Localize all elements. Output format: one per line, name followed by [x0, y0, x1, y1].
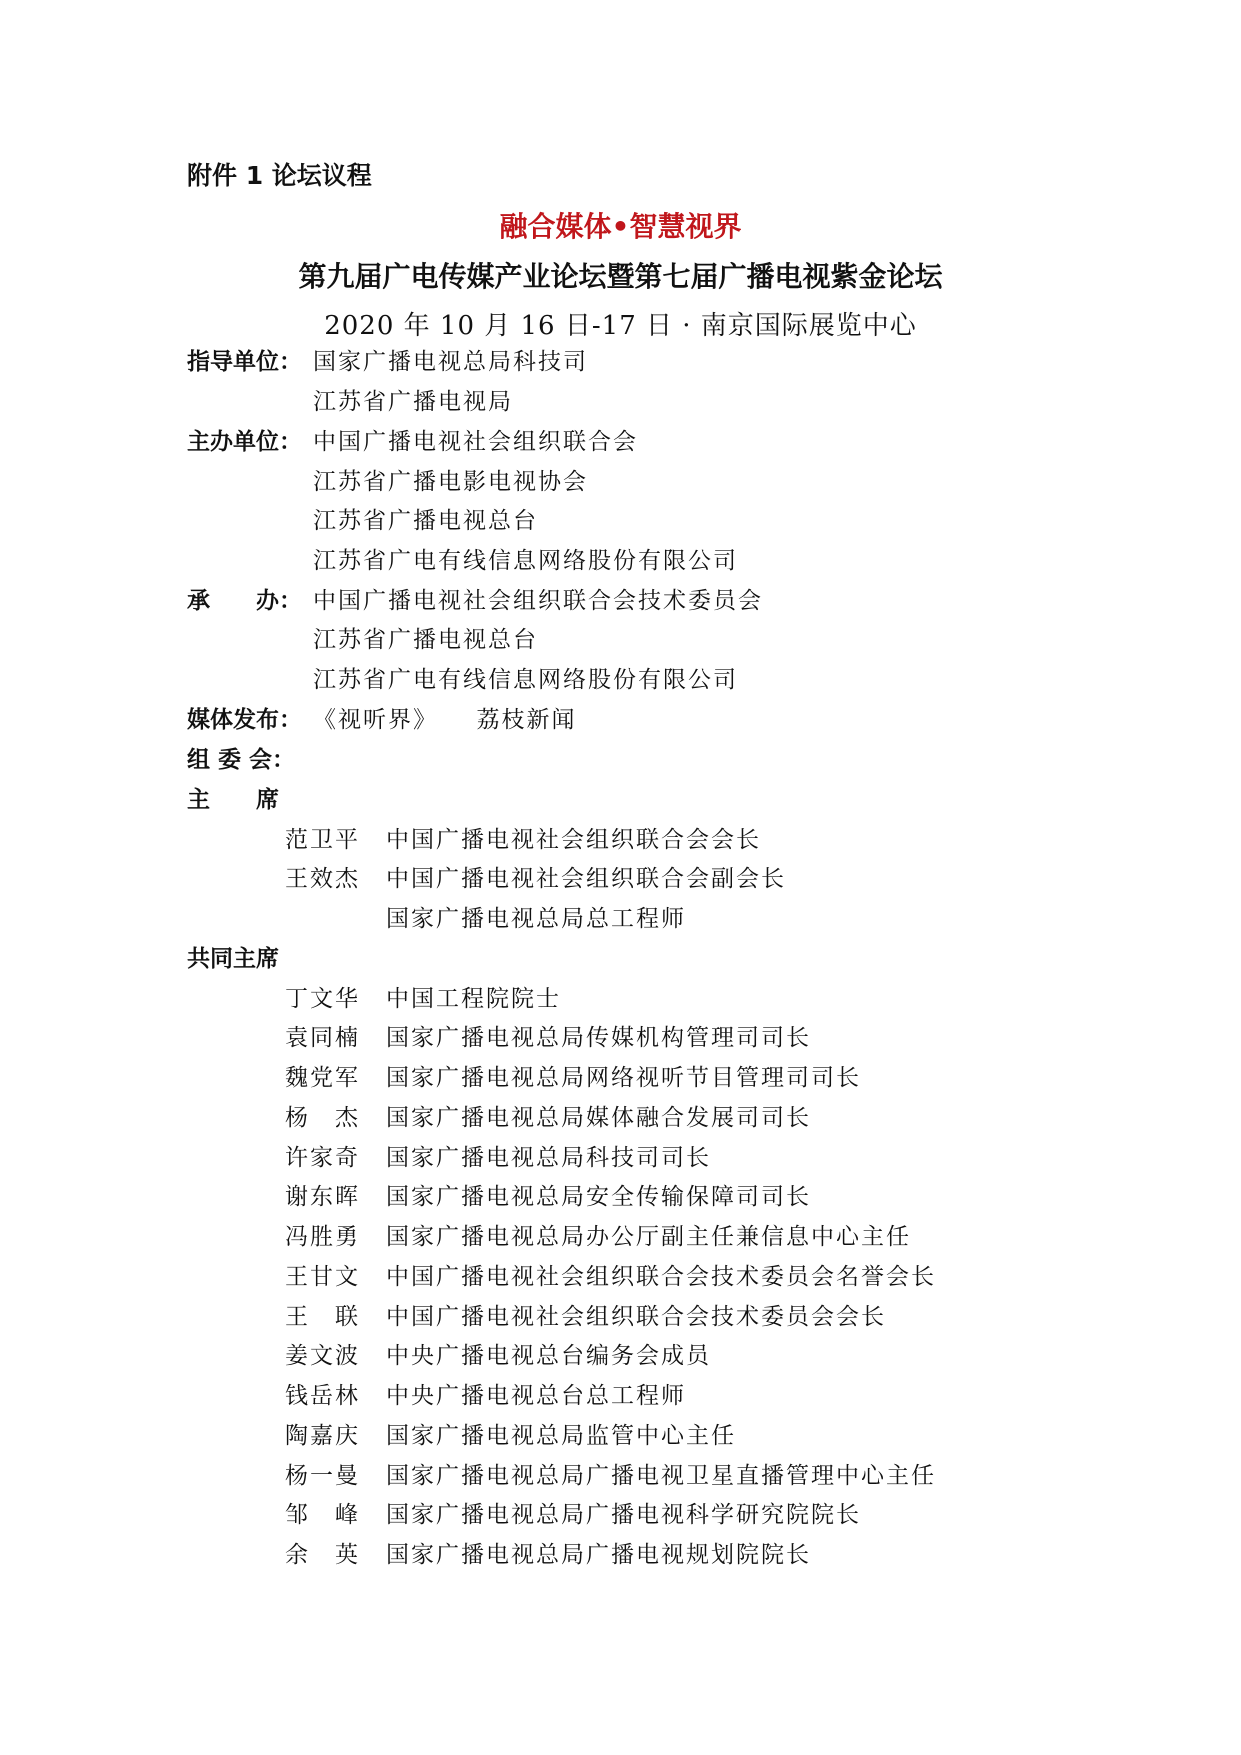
member-name: 余 英: [285, 1542, 360, 1568]
member-title: 国家广播电视总局监管中心主任: [386, 1423, 736, 1449]
member-title: 中国广播电视社会组织联合会技术委员会名誉会长: [386, 1264, 936, 1290]
host-row-4: [0, 545, 1241, 577]
member-title: 中央广播电视总台总工程师: [386, 1383, 686, 1409]
chair-heading-row: [0, 784, 1241, 816]
member-title: 国家广播电视总局广播电视科学研究院院长: [386, 1502, 861, 1528]
cochair-member-row: [0, 1102, 1241, 1134]
organizer-item: 中国广播电视社会组织联合会技术委员会: [313, 588, 763, 614]
host-row-2: [0, 466, 1241, 498]
cochair-member-row: [0, 1301, 1241, 1333]
organizer-row-3: [0, 664, 1241, 696]
member-name: 邹 峰: [285, 1502, 360, 1528]
organizer-row-1: [0, 585, 1241, 617]
member-name: 袁同楠: [285, 1025, 360, 1051]
member-title: 国家广播电视总局媒体融合发展司司长: [386, 1105, 811, 1131]
member-title: 中央广播电视总台编务会成员: [386, 1343, 711, 1369]
member-name: 冯胜勇: [285, 1224, 360, 1250]
organizer-item: 江苏省广电有线信息网络股份有限公司: [313, 667, 738, 693]
member-name: 魏党军: [285, 1065, 360, 1091]
member-name: 钱岳林: [285, 1383, 360, 1409]
cochair-member-row: [0, 1539, 1241, 1571]
guiding-row-2: [0, 386, 1241, 418]
cochair-member-row: [0, 1380, 1241, 1412]
attachment-heading: 附件 1 论坛议程: [187, 161, 372, 190]
member-name: 王甘文: [285, 1264, 360, 1290]
cochair-member-row: [0, 1261, 1241, 1293]
host-label: 主办单位：: [187, 429, 302, 455]
chair-label: 主 席: [187, 787, 279, 813]
organizer-row-2: [0, 624, 1241, 656]
cochair-member-row: [0, 1340, 1241, 1372]
chair-member-row: [0, 824, 1241, 856]
host-item: 中国广播电视社会组织联合会: [313, 429, 638, 455]
member-title: 国家广播电视总局科技司司长: [386, 1145, 711, 1171]
member-title: 中国广播电视社会组织联合会会长: [386, 827, 761, 853]
committee-row: [0, 744, 1241, 776]
media-row: [0, 704, 1241, 736]
member-title: 国家广播电视总局广播电视卫星直播管理中心主任: [386, 1463, 936, 1489]
member-name: 王 联: [285, 1304, 360, 1330]
cochair-member-row: [0, 1181, 1241, 1213]
guiding-item: 国家广播电视总局科技司: [313, 349, 588, 375]
host-row-3: [0, 505, 1241, 537]
member-name: 杨 杰: [285, 1105, 360, 1131]
member-title: 中国工程院院士: [386, 986, 561, 1012]
member-title: 中国广播电视社会组织联合会副会长: [386, 866, 786, 892]
member-title: 国家广播电视总局办公厅副主任兼信息中心主任: [386, 1224, 911, 1250]
host-row-1: [0, 426, 1241, 458]
cochair-member-row: [0, 1221, 1241, 1253]
member-title: 中国广播电视社会组织联合会技术委员会会长: [386, 1304, 886, 1330]
cochair-member-row: [0, 983, 1241, 1015]
member-title: 国家广播电视总局传媒机构管理司司长: [386, 1025, 811, 1051]
member-title: 国家广播电视总局网络视听节目管理司司长: [386, 1065, 861, 1091]
cochair-member-row: [0, 1460, 1241, 1492]
member-title: 国家广播电视总局广播电视规划院院长: [386, 1542, 811, 1568]
member-name: 谢东晖: [285, 1184, 360, 1210]
member-name: 王效杰: [285, 866, 360, 892]
guiding-item: 江苏省广播电视局: [313, 389, 513, 415]
forum-dateline: 2020 年 10 月 16 日-17 日 · 南京国际展览中心: [324, 311, 917, 341]
guiding-row-1: [0, 346, 1241, 378]
cochair-member-row: [0, 1142, 1241, 1174]
cochair-member-row: [0, 1022, 1241, 1054]
host-item: 江苏省广播电影电视协会: [313, 469, 588, 495]
forum-title: 第九届广电传媒产业论坛暨第七届广播电视紫金论坛: [298, 260, 943, 293]
guiding-label: 指导单位：: [187, 349, 302, 375]
media-value: 《视听界》 荔枝新闻: [313, 707, 577, 733]
cochair-member-row: [0, 1420, 1241, 1452]
cochair-member-row: [0, 1499, 1241, 1531]
member-name: 姜文波: [285, 1343, 360, 1369]
member-title: 国家广播电视总局总工程师: [386, 906, 686, 932]
host-item: 江苏省广播电视总台: [313, 508, 538, 534]
committee-label: 组 委 会：: [187, 747, 296, 773]
organizer-item: 江苏省广播电视总台: [313, 627, 538, 653]
chair-member-row: [0, 863, 1241, 895]
chair-member-row: [0, 903, 1241, 935]
cochair-heading-row: [0, 943, 1241, 975]
member-title: 国家广播电视总局安全传输保障司司长: [386, 1184, 811, 1210]
forum-slogan: 融合媒体•智慧视界: [499, 210, 742, 243]
organizer-label: 承 办：: [187, 588, 302, 614]
host-item: 江苏省广电有线信息网络股份有限公司: [313, 548, 738, 574]
cochair-member-row: [0, 1062, 1241, 1094]
member-name: 陶嘉庆: [285, 1423, 360, 1449]
member-name: 丁文华: [285, 986, 360, 1012]
cochair-label: 共同主席: [187, 946, 279, 972]
member-name: 许家奇: [285, 1145, 360, 1171]
member-name: 杨一曼: [285, 1463, 360, 1489]
member-name: 范卫平: [285, 827, 360, 853]
media-label: 媒体发布：: [187, 707, 302, 733]
